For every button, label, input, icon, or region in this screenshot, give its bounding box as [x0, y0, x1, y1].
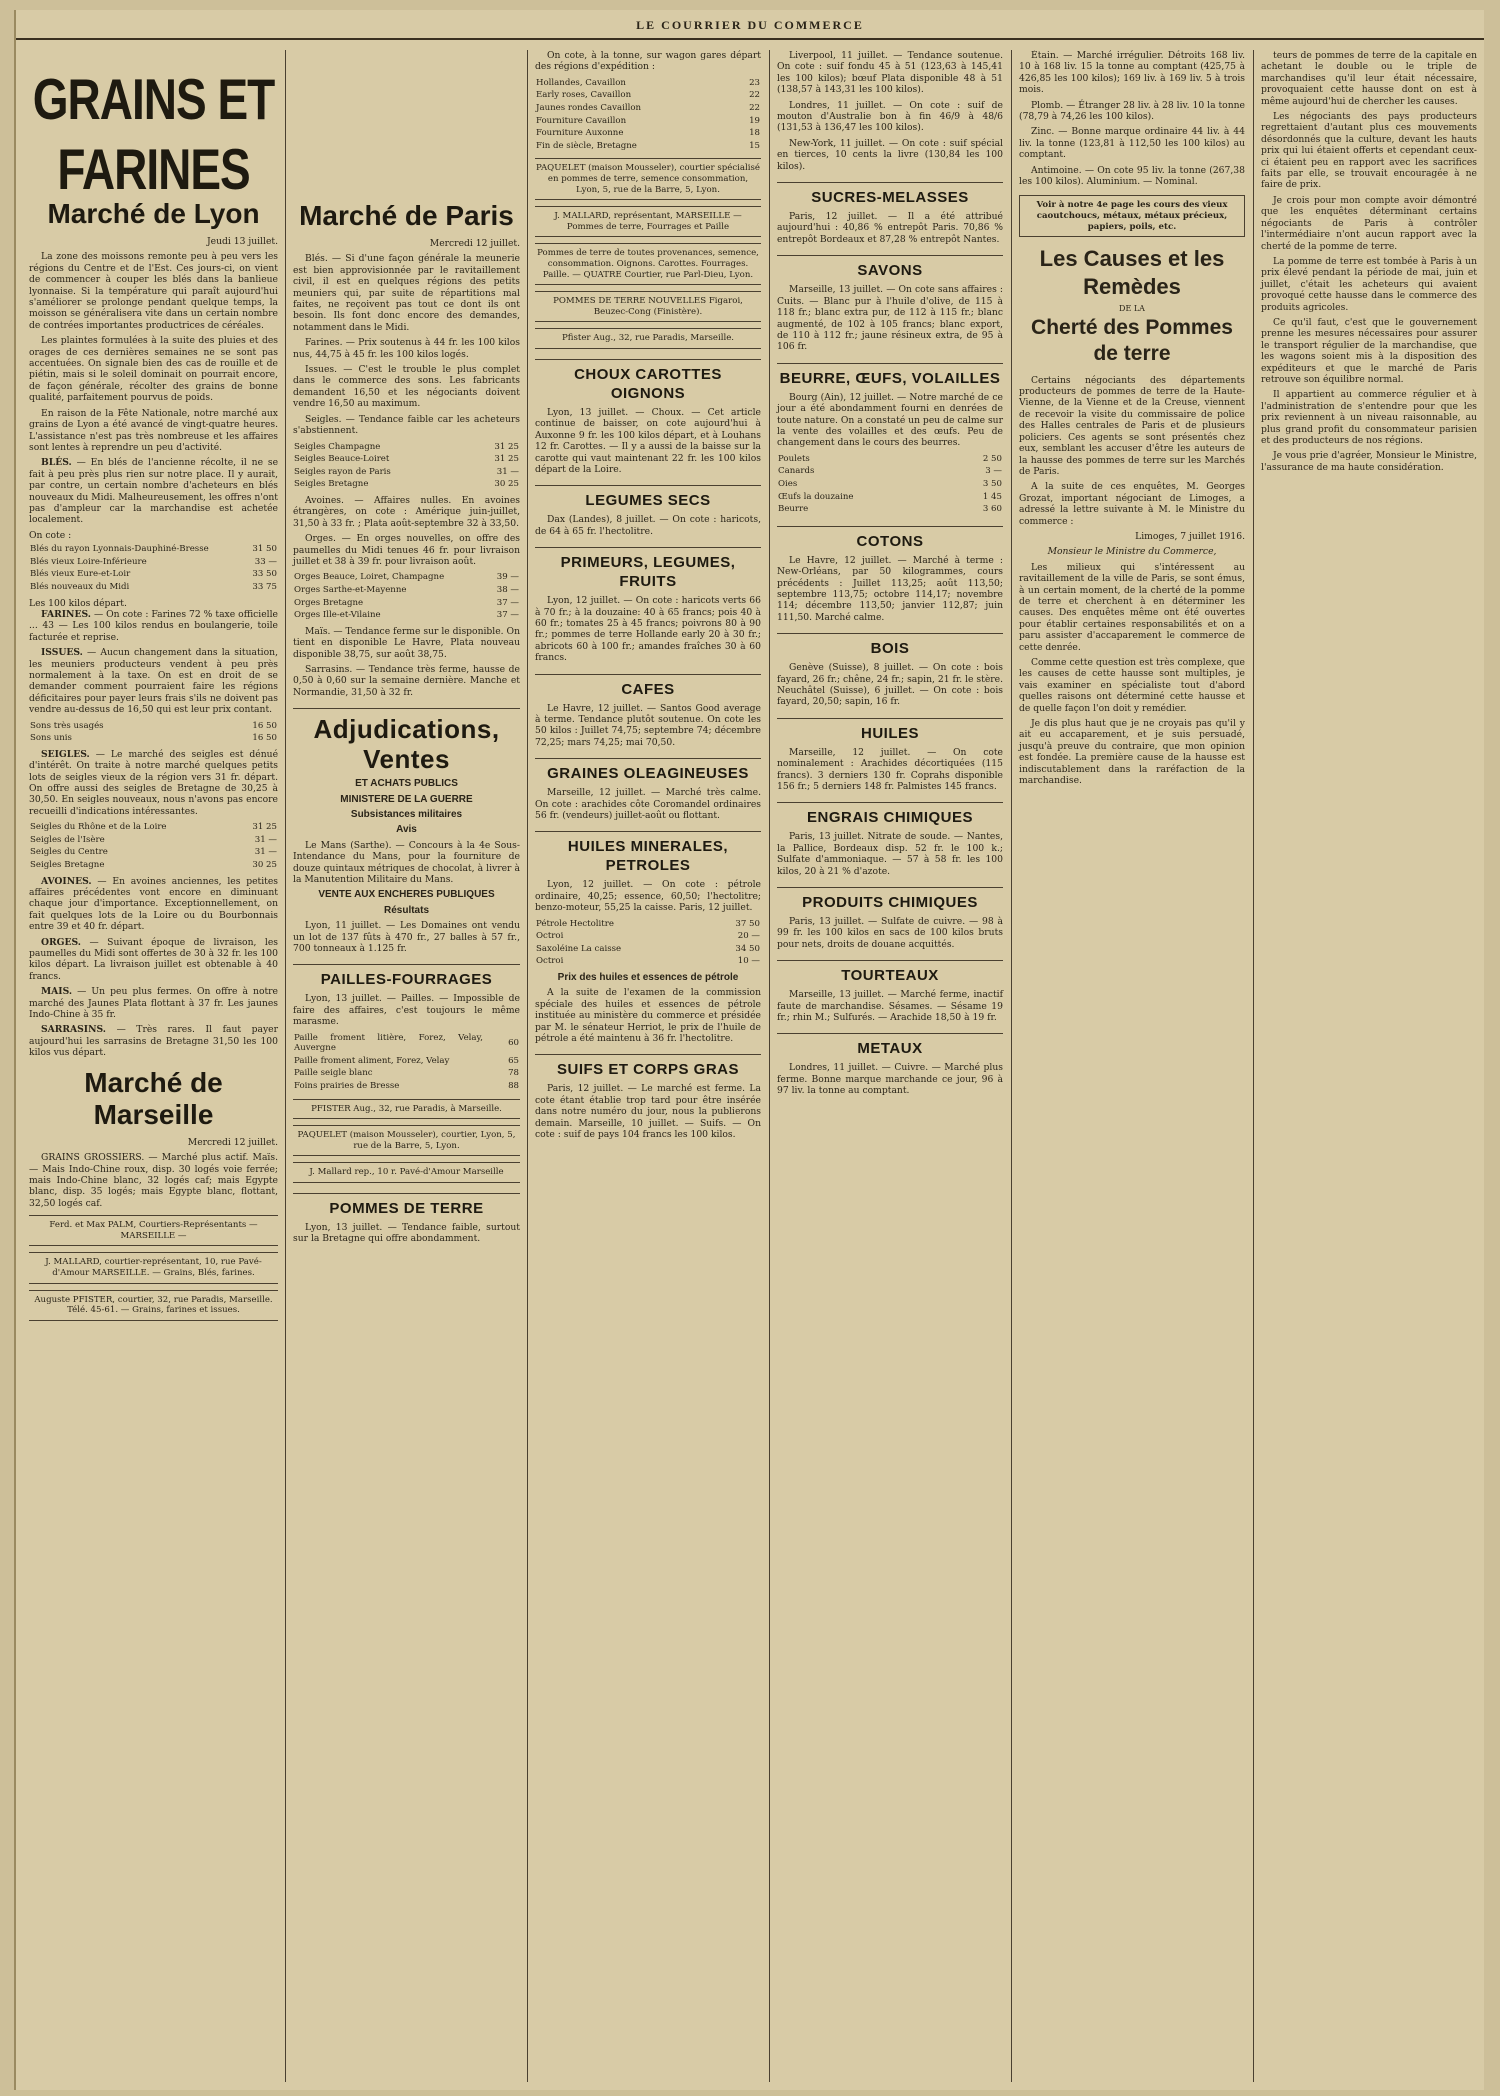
- mais-paragraph: [29, 986, 278, 1020]
- article-continued-7: Je vous prie d'agréer, Monsieur le Ministre, l'assurance de ma haute considération.: [1261, 450, 1477, 473]
- article-continued-3: Je crois pour mon compte avoir démontré que les enquêtes déterminant certains négociants de Paris à contrôler l'intermédiaire n'ont aucun rapport avec la cherté de la pomme de terre.: [1261, 194, 1477, 252]
- bles-text: — En blés de l'ancienne récolte, il ne se fait à peu près plus rien sur notre place. Il y aurait, par contre, un certain nombre d'acheteurs en blés nouveaux du Midi. Malheureusement, les offres n'ont pas d'ampleur car la marchandise est achetée localement.: [29, 457, 279, 526]
- metaux-text: Londres, 11 juillet. — Cuivre. — Marché plus ferme. Bonne marque marchande ce jour, 96 à 97 liv. la tonne au comptant.: [777, 1062, 1003, 1097]
- row-label: Sons très usagés: [30, 720, 104, 731]
- bles-note: Les 100 kilos départ.: [29, 597, 127, 609]
- row-value: 39 —: [496, 572, 519, 583]
- engrais-title: ENGRAIS CHIMIQUES: [777, 802, 1003, 827]
- table-row: [293, 466, 520, 479]
- column-article-continued: [1256, 50, 1482, 2082]
- article-paragraph-2: A la suite de ces enquêtes, M. Georges Grozat, important négociant de Limoges, a adressé la lettre suivante à M. le Ministre du commerce :: [1019, 481, 1245, 527]
- lyon-date: Jeudi 13 juillet.: [206, 236, 278, 247]
- issues-label: ISSUES.: [41, 647, 83, 659]
- row-label: Blés vieux Loire-Inférieure: [30, 556, 147, 567]
- subsistances-heading: Subsistances militaires: [350, 808, 463, 820]
- table-row: [293, 571, 520, 584]
- primeurs-text: Lyon, 12 juillet. — On cote : haricots verts 66 à 70 fr.; à la douzaine: 40 à 65 francs; pois 40 à 60 fr.; tomates 25 à 45 francs; poivrons 80 à 90 fr.; pommes de terre Hollande early 20 à 30 fr.; abricots 60 à 100 fr.; amandes fraîches 30 à 60 francs.: [535, 595, 761, 664]
- seigles-label: SEIGLES.: [41, 748, 90, 760]
- row-label: Seigles de l'Isère: [30, 834, 105, 845]
- liverpool-text: Liverpool, 11 juillet. — Tendance soutenue. On cote : suif fondu 45 à 51 (123,63 à 145,41 les 100 kilos); bœuf Plata disponible 48 à 51 (138,57 à 143,31 les 100 kilos).: [777, 50, 1003, 96]
- row-value: 31 25: [494, 441, 519, 452]
- table-row: [293, 441, 520, 454]
- row-value: 78: [508, 1068, 519, 1079]
- pailles-title: PAILLES-FOURRAGES: [293, 964, 520, 989]
- row-value: 18: [749, 128, 760, 139]
- avis-text: Le Mans (Sarthe). — Concours à la 4e Sous-Intendance du Mans, pour la fourniture de douze quintaux métriques de chocolat, à livrer à la Manutention Militaire du Mans.: [293, 839, 520, 885]
- row-value: 22: [749, 90, 760, 101]
- zinc-text: Zinc. — Bonne marque ordinaire 44 liv. à 44 liv. la tonne (123,81 à 112,50 les 100 kilos) au comptant.: [1019, 126, 1245, 161]
- legumes-secs-title: LEGUMES SECS: [535, 485, 761, 510]
- article-paragraph-5: Je dis plus haut que je ne croyais pas qu'il y ait eu accaparement, et je suis persuadé, jusqu'à preuve du contraire, que mon opinion est fondée. La première cause de la hausse est indiscutablement dans la raréfaction de la marchandise.: [1019, 718, 1245, 787]
- column-paris-adjudications: [288, 50, 525, 2082]
- avoines-text: — En avoines anciennes, les petites affaires précédentes vont encore en diminuant chaque jour d'importance. Exceptionnellement, on fait quelques lots de la Loire ou du Bourbonnais entre 39 et 40 fr. départ.: [29, 875, 279, 933]
- article-date: Limoges, 7 juillet 1916.: [1135, 530, 1245, 542]
- row-value: 37 —: [496, 597, 519, 608]
- table-row: [29, 834, 278, 847]
- masthead: [16, 14, 1484, 40]
- pommes-cote-intro: On cote, à la tonne, sur wagon gares départ des régions d'expédition :: [535, 50, 761, 73]
- sucres-title: SUCRES-MELASSES: [777, 182, 1003, 207]
- table-row: [535, 77, 761, 90]
- lyon-resultats: Lyon, 11 juillet. — Les Domaines ont vendu un lot de 137 fûts à 470 fr., 27 balles à 57 fr., 700 tonneaux à 1.125 fr.: [293, 920, 520, 954]
- ad-paquelet: PAQUELET (maison Mousseler), courtier spécialisé en pommes de terre, semence consommation, Lyon, 5, rue de la Barre, 5, Lyon.: [535, 158, 761, 200]
- table-row: [535, 89, 761, 102]
- column-rule: [1253, 50, 1254, 2082]
- suifs-title: SUIFS ET CORPS GRAS: [535, 1054, 761, 1079]
- table-row: [29, 543, 278, 556]
- bles-cote: On cote :: [29, 529, 72, 541]
- column-sucres-metaux: [772, 50, 1008, 2082]
- table-row: [535, 102, 761, 115]
- lyon-market-title: Marché de Lyon: [47, 198, 260, 229]
- beurre-title: BEURRE, ŒUFS, VOLAILLES: [777, 363, 1003, 388]
- paris-seigles-table: [293, 441, 520, 491]
- row-value: 31 —: [254, 834, 277, 845]
- graines-title: GRAINES OLEAGINEUSES: [535, 758, 761, 783]
- orges-label: ORGES.: [41, 936, 81, 948]
- ad-figaroi: POMMES DE TERRE NOUVELLES Figaroi, Beuzec-Cong (Finistère).: [535, 291, 761, 322]
- article-continued-1: teurs de pommes de terre de la capitale en achetant le double ou le triple de marchandises qu'il leur était nécessaire, provoquaient cette hausse dont on est à même aujourd'hui de chercher les causes.: [1261, 50, 1477, 107]
- row-value: 16 50: [252, 733, 277, 744]
- row-value: 60: [508, 1037, 519, 1048]
- row-label: Sons unis: [30, 733, 72, 744]
- huiles-title: HUILES: [777, 718, 1003, 743]
- table-row: [535, 140, 761, 153]
- prix-huiles-text: A la suite de l'examen de la commission spéciale des huiles et essences de pétrole instituée au ministère du commerce et présidée par M. le sénateur Herriot, le prix de l'huile de pétrole a été maintenu à 36 fr. l'hectolitre.: [535, 987, 761, 1045]
- row-value: 23: [749, 77, 760, 88]
- cotons-text: Le Havre, 12 juillet. — Marché à terme : New-Orléans, par 50 kilogrammes, cours précédents : Juillet 113,25; août 113,50; septembre 113,75; octobre 114,17; novembre 114; décembre 113,50; janvier 112,87; juin 111,50. Marché calme.: [777, 554, 1003, 623]
- row-label: Seigles Bretagne: [30, 860, 105, 870]
- row-label: Orges Bretagne: [294, 597, 364, 608]
- ad-palm: Ferd. et Max PALM, Courtiers-Représentants — MARSEILLE —: [29, 1215, 278, 1246]
- encheres-heading: VENTE AUX ENCHERES PUBLIQUES: [318, 889, 495, 901]
- plomb-text: Plomb. — Étranger 28 liv. à 28 liv. 10 la tonne (78,79 à 74,26 les 100 kilos).: [1019, 99, 1245, 123]
- farines-text: — On cote : Farines 72 % taxe officielle ... 43 — Les 100 kilos rendus en boulangerie, toile facturée et reprise.: [29, 608, 278, 643]
- column-rule: [527, 50, 528, 2082]
- ad-quatre: Pommes de terre de toutes provenances, semence, consommation. Oignons. Carottes. Fourrages. Paille. — QUATRE Courtier, rue Parl-Dieu, Lyon.: [535, 243, 761, 285]
- pailles-text: Lyon, 13 juillet. — Pailles. — Impossible de faire des affaires, c'est toujours le même marasme.: [293, 993, 520, 1028]
- huiles-minerales-text: Lyon, 12 juillet. — On cote : pétrole ordinaire, 40,25; essence, 60,50; l'hectolitre; benzo-moteur, 55,25 la caisse. Paris, 12 juillet.: [535, 879, 761, 914]
- beurre-text: Bourg (Ain), 12 juillet. — Notre marché de ce jour a été abondamment fourni en denrées de toute nature. On a constaté un peu de calme sur la vente des volailles et des œufs. Peu de changement dans le cours des beurres.: [777, 391, 1003, 449]
- table-row: [293, 609, 520, 622]
- row-label: Saxoléine La caisse: [536, 943, 622, 954]
- row-value: 31 50: [252, 544, 277, 555]
- orges-text: — Suivant époque de livraison, les paumelles du Midi sont offertes de 30 à 32 fr. les 100 kilos départ. La livraison juillet est obtenable à 40 francs.: [29, 936, 279, 982]
- row-value: 10 —: [737, 956, 760, 967]
- sarrasins-label: SARRASINS.: [41, 1024, 106, 1036]
- beurre-table: [777, 453, 1003, 516]
- row-value: 37 —: [496, 610, 519, 621]
- avoines-label: AVOINES.: [41, 875, 92, 887]
- huiles-minerales-title: HUILES MINERALES, PETROLES: [535, 831, 761, 875]
- row-label: Octroi: [536, 931, 564, 942]
- cafes-title: CAFES: [535, 674, 761, 699]
- row-value: 3 60: [982, 504, 1002, 515]
- table-row: [29, 859, 278, 872]
- issues-paragraph: [29, 647, 278, 715]
- row-value: 15: [749, 140, 760, 151]
- row-value: 37 50: [735, 918, 760, 929]
- column-rule: [769, 50, 770, 2082]
- ad-pfister: Auguste PFISTER, courtier, 32, rue Paradis, Marseille. Télé. 45-61. — Grains, farines et issues.: [29, 1290, 278, 1321]
- table-row: [777, 465, 1003, 478]
- newyork-text: New-York, 11 juillet. — On cote : suif spécial en tierces, 10 cents la livre (130,84 les 100 kilos).: [777, 137, 1003, 172]
- table-row: [29, 581, 278, 594]
- row-label: Blés vieux Eure-et-Loir: [30, 569, 131, 580]
- row-value: 2 50: [982, 453, 1002, 464]
- cafes-text: Le Havre, 12 juillet. — Santos Good average à terme. Tendance plutôt soutenue. On cote les 50 kilos : Juillet 74,75; septembre 74; décembre 72,25; mars 74,25; mai 70,50.: [535, 702, 761, 748]
- row-value: 38 —: [496, 584, 519, 595]
- paris-issues: Issues. — C'est le trouble le plus complet dans le commerce des sons. Les fabricants demandent 16,50 et les négociants doivent vendre 16,50 au maximum.: [293, 364, 520, 410]
- row-value: 33 —: [254, 556, 277, 567]
- table-row: [29, 568, 278, 581]
- table-row: [535, 918, 761, 931]
- row-value: 30 25: [252, 860, 277, 870]
- article-continued-6: Il appartient au commerce régulier et à l'administration de s'entendre pour que les prix reviennent à un niveau raisonnable, au plus grand profit du consommateur parisien et des producteurs de nos régions.: [1261, 389, 1477, 446]
- headline-grains-farines: GRAINS ET FARINES: [32, 66, 275, 202]
- row-label: Foins prairies de Bresse: [294, 1081, 400, 1091]
- primeurs-title: PRIMEURS, LEGUMES, FRUITS: [535, 547, 761, 591]
- sarrasins-paragraph: [29, 1024, 278, 1058]
- table-row: [535, 955, 761, 968]
- table-row: [293, 1055, 520, 1068]
- table-row: [535, 115, 761, 128]
- seigles-table: [29, 821, 278, 871]
- row-value: 20 —: [737, 931, 760, 942]
- issues-text: — Aucun changement dans la situation, les meuniers producteurs vendent à peu près normalement à la taxe. On est en droit de se demander comment pourraient faire les régions déficitaires pour payer leurs frais s'ils ne doivent pas vendre au-dessus de 16,50 qui est leur prix contant.: [29, 647, 278, 716]
- adjudications-title: Adjudications, Ventes: [293, 708, 520, 774]
- row-label: Fin de siècle, Bretagne: [536, 140, 637, 151]
- paris-date: Mercredi 12 juillet.: [429, 238, 520, 249]
- londres-text: Londres, 11 juillet. — On cote : suif de mouton d'Australie bon à fin 46/9 à 48/6 (131,53 à 136,47 les 100 kilos).: [777, 99, 1003, 134]
- produits-chimiques-text: Paris, 13 juillet. — Sulfate de cuivre. — 98 à 99 fr. les 100 kilos en sacs de 100 kilos bruts pour nets, droits de douane acquittés.: [777, 916, 1003, 950]
- row-value: 65: [508, 1055, 519, 1066]
- bles-label: BLÉS.: [41, 457, 72, 469]
- metaux-title: METAUX: [777, 1033, 1003, 1058]
- column-legumes-huiles: [530, 50, 766, 2082]
- row-value: 33 50: [252, 569, 277, 580]
- column-grains-lyon: [24, 50, 283, 2082]
- article-continued-2: Les négociants des pays producteurs regrettaient d'autant plus ces mouvements désordonnés que la culture, devant les hauts prix qui lui étaient offerts et cependant ceux-ci étaient peu en rapport avec les sacrifices faits par elle, se trouvait encouragée à ne faire de prix.: [1261, 111, 1477, 191]
- row-value: 88: [508, 1081, 519, 1091]
- avis-heading: Avis: [396, 824, 417, 836]
- bois-title: BOIS: [777, 633, 1003, 658]
- huiles-text: Marseille, 12 juillet. — On cote nominalement : Arachides décortiquées (115 francs). 3 derniers 130 fr. Coprahs disponible 156 fr.; 5 derniers 148 fr. Palmistes 145 francs.: [777, 746, 1003, 792]
- table-row: [293, 1067, 520, 1080]
- row-label: Oies: [778, 478, 798, 489]
- paris-farines: Farines. — Prix soutenus à 44 fr. les 100 kilos nus, 44,75 à 45 fr. les 100 kilos logés.: [293, 337, 520, 360]
- paris-sarrasins: Sarrasins. — Tendance très ferme, hausse de 0,50 à 0,60 sur la semaine dernière. Manche et Normandie, 31,50 à 32 fr.: [293, 663, 520, 698]
- row-label: Œufs la douzaine: [778, 491, 854, 502]
- table-row: [293, 1080, 520, 1093]
- seigles-paragraph: [29, 749, 278, 817]
- bles-paragraph: [29, 457, 278, 525]
- resultats-heading: Résultats: [383, 904, 429, 916]
- newspaper-page: [14, 10, 1484, 2090]
- choux-text: Lyon, 13 juillet. — Choux. — Cet article continue de baisser, on cote aujourd'hui à Auxonne 9 fr. les 100 kilos départ, et à Louhans 12 fr. Carottes. — Il y a aussi de la baisse sur la carotte qui vaut maintenant 22 fr. les 100 kilos départ de la Loire.: [535, 406, 761, 475]
- article-paragraph-3: Les milieux qui s'intéressent au ravitaillement de la ville de Paris, se sont émus, à un certain moment, de la cherté de la pomme de terre et cherchent à en déterminer les causes. Des enquêtes même ont été ouvertes pour établir certaines responsabilités et on a paru assister d'accaparement le commerce de cette denrée.: [1019, 561, 1245, 653]
- column-rule: [1011, 50, 1012, 2082]
- row-value: 1 45: [982, 491, 1002, 502]
- row-label: Early roses, Cavaillon: [536, 90, 632, 101]
- sucres-text: Paris, 12 juillet. — Il a été attribué aujourd'hui : 40,86 % entrepôt Paris. 70,86 % entrepôt Bordeaux et 87,28 % entrepôt Nantes.: [777, 211, 1003, 245]
- row-label: Paille seigle blanc: [294, 1068, 373, 1079]
- table-row: [293, 584, 520, 597]
- row-label: Fourniture Cavaillon: [536, 115, 627, 126]
- article-continued-5: Ce qu'il faut, c'est que le gouvernement prenne les mesures nécessaires pour assurer le transport régulier de la marchandise, que les wagons soient mis à la disposition des expéditeurs et que le marché de Paris retrouve son équilibre normal.: [1261, 316, 1477, 385]
- farines-paragraph: [29, 609, 278, 643]
- row-label: Seigles du Centre: [30, 847, 108, 858]
- table-row: [535, 127, 761, 140]
- table-row: [293, 478, 520, 491]
- lyon-paragraph-2: Les plaintes formulées à la suite des pluies et des orages de ces dernières semaines ne se sont pas accentuées. On signale bien des cas de rouille et de piétin, mais si le soleil dominait on pourrait encore, de façon générale, récolter des grains de bonne qualité, parfaitement pourvus de poids.: [29, 335, 278, 404]
- petrole-table: [535, 918, 761, 968]
- tourteaux-text: Marseille, 13 juillet. — Marché ferme, inactif faute de marchandise. Sésames. — Sésame 19 fr.; rhin M.; Sulfurés. — Arachide 18,50 à 19 fr.: [777, 989, 1003, 1024]
- masthead-title: LE COURRIER DU COMMERCE: [636, 18, 864, 32]
- row-label: Paille froment aliment, Forez, Velay: [294, 1055, 450, 1066]
- table-row: [29, 732, 278, 745]
- table-row: [293, 1032, 520, 1055]
- table-row: [29, 720, 278, 733]
- table-row: [777, 503, 1003, 516]
- row-label: Jaunes rondes Cavaillon: [536, 103, 642, 113]
- table-row: [535, 930, 761, 943]
- etain-text: Étain. — Marché irrégulier. Détroits 168 liv. 10 à 168 liv. 15 la tonne au comptant (425,75 à 426,85 les 100 kilos); 169 liv. à 169 liv. 5 à trois mois.: [1019, 50, 1245, 96]
- row-value: 31 25: [494, 454, 519, 465]
- row-label: Orges Beauce, Loiret, Champagne: [294, 572, 445, 583]
- row-value: 30 25: [494, 479, 519, 490]
- table-row: [29, 846, 278, 859]
- pailles-table: [293, 1032, 520, 1093]
- article-continued-4: La pomme de terre est tombée à Paris à un prix élevé pendant la période de mai, juin et juillet, c'était les acheteurs qui avaient provoqué cette hausse dans le commerce des produits agricoles.: [1261, 255, 1477, 313]
- bles-table: [29, 543, 278, 593]
- legumes-secs-text: Dax (Landes), 8 juillet. — On cote : haricots, de 64 à 65 fr. l'hectolitre.: [535, 514, 761, 537]
- row-value: 31 25: [252, 822, 277, 833]
- de-la-text: DE LA: [1119, 304, 1145, 314]
- row-label: Canards: [778, 466, 815, 477]
- cherte-title: Cherté des Pommes de terre: [1031, 315, 1233, 365]
- row-label: Orges Sarthe-et-Mayenne: [294, 584, 407, 595]
- farines-label: FARINES.: [41, 608, 91, 620]
- antimoine-text: Antimoine. — On cote 95 liv. la tonne (267,38 les 100 kilos). Aluminium. — Nominal.: [1019, 164, 1245, 188]
- row-label: Seigles rayon de Paris: [294, 466, 391, 477]
- row-value: 33 75: [252, 581, 277, 592]
- ad-pfister: Pfister Aug., 32, rue Paradis, Marseille.: [535, 328, 761, 349]
- paris-market-title: Marché de Paris: [299, 200, 514, 231]
- row-value: 19: [749, 115, 760, 126]
- article-paragraph-1: Certains négociants des départements producteurs de pommes de terre de la Haute-Vienne, de la Vienne et de la Creuse, viennent de recevoir la visite du commissaire de police des Halles centrales de Paris et de plusieurs policiers. Ces agents se sont présentés chez eux, semblant les accuser d'être les auteurs de la hausse des pommes de terre sur les Marchés de Paris.: [1019, 374, 1245, 477]
- row-value: 3 50: [982, 478, 1002, 489]
- orges-paragraph: [29, 937, 278, 983]
- row-label: Beurre: [778, 504, 809, 515]
- table-row: [293, 453, 520, 466]
- pommes-text: Lyon, 13 juillet. — Tendance faible, surtout sur la Bretagne qui offre abondamment.: [293, 1221, 520, 1245]
- savons-title: SAVONS: [777, 255, 1003, 280]
- row-label: Blés nouveaux du Midi: [30, 581, 130, 592]
- paris-seigles: Seigles. — Tendance faible car les acheteurs s'abstiennent.: [293, 413, 520, 437]
- row-label: Seigles du Rhône et de la Loire: [30, 822, 167, 833]
- row-label: Seigles Beauce-Loiret: [294, 454, 390, 465]
- article-paragraph-4: Comme cette question est très complexe, que les causes de cette hausse sont multiples, je vais examiner en spécialiste tout d'abord quelles raisons ont déterminé cette hausse et de quelle façon l'on doit y remédier.: [1019, 657, 1245, 714]
- row-value: 34 50: [735, 943, 760, 954]
- seigles-text: — Le marché des seigles est dénué d'intérêt. On traite à notre marché quelques petits lots de seigles vieux de la région vers 31 fr. départ. On offre aussi des seigles de Bretagne de 30,25 à 30,50. En seigles nouveaux, nous n'avons pas encore recueilli d'indications intéressantes.: [29, 748, 279, 817]
- engrais-text: Paris, 13 juillet. Nitrate de soude. — Nantes, la Pallice, Bordeaux disp. 52 fr. le 100 k.; Sulfate d'ammoniaque. — 57 à 58 fr. les 100 kilos, 20 à 21 % d'azote.: [777, 831, 1003, 877]
- adjudications-subtitle: ET ACHATS PUBLICS: [355, 778, 458, 790]
- table-row: [777, 491, 1003, 504]
- salutation: Monsieur le Ministre du Commerce,: [1047, 546, 1217, 558]
- paris-avoines: Avoines. — Affaires nulles. En avoines étrangères, on cote : Amérique juin-juillet, 31,50 à 33 fr. ; Plata août-septembre 32 à 33,50.: [293, 494, 520, 529]
- prix-huiles-title: Prix des huiles et essences de pétrole: [557, 972, 739, 984]
- row-label: Seigles Bretagne: [294, 479, 369, 490]
- row-label: Octroi: [536, 956, 564, 967]
- suifs-text: Paris, 12 juillet. — Le marché est ferme. La cote étant établie trop tard pour être insérée dans notre numéro du jour, nous la publierons demain. Marseille, 10 juillet. — Suifs. — On cote : suif de pays 104 francs les 100 kilos.: [535, 1083, 761, 1141]
- table-row: [535, 943, 761, 956]
- tourteaux-title: TOURTEAUX: [777, 960, 1003, 985]
- row-value: 31 —: [496, 466, 519, 477]
- marseille-market-title: Marché de Marseille: [84, 1066, 223, 1130]
- row-label: Fourniture Auxonne: [536, 128, 624, 139]
- marseille-date: Mercredi 12 juillet.: [187, 1136, 278, 1148]
- table-row: [293, 597, 520, 610]
- savons-text: Marseille, 13 juillet. — On cote sans affaires : Cuits. — Blanc pur à l'huile d'olive, de 115 à 118 fr.; blanc extra pur, de 112 à 115 fr.; blanc augmenté, de 102 à 105 francs; blanc export, de 110 à 112 fr.; jaune résineux extra, de 95 à 106 fr.: [777, 284, 1003, 353]
- paris-orges-table: [293, 571, 520, 621]
- row-label: Pétrole Hectolitre: [536, 918, 614, 929]
- marseille-text: GRAINS GROSSIERS. — Marché plus actif. Maïs. — Mais Indo-Chine roux, disp. 30 logés voie ferrée; mais Indo-Chine blanc, 32 logés caf; mais Egypte blanc, disp. 35 logés; mais Egypte blanc, flottant, 32,50 logés caf.: [29, 1152, 278, 1209]
- column-rule: [285, 50, 286, 2082]
- pommes-title: POMMES DE TERRE: [293, 1193, 520, 1218]
- row-value: 16 50: [252, 720, 277, 731]
- ad-paquelet: PAQUELET (maison Mousseler), courtier, Lyon, 5, rue de la Barre, 5, Lyon.: [293, 1125, 520, 1156]
- avoines-paragraph: [29, 876, 278, 933]
- cotons-title: COTONS: [777, 526, 1003, 551]
- pommes-table: [535, 77, 761, 153]
- row-label: Seigles Champagne: [294, 441, 381, 452]
- ad-pfister: PFISTER Aug., 32, rue Paradis, à Marseille.: [293, 1099, 520, 1120]
- table-row: [777, 478, 1003, 491]
- row-label: Hollandes, Cavaillon: [536, 77, 626, 88]
- row-label: Blés du rayon Lyonnais-Dauphiné-Bresse: [30, 544, 209, 555]
- row-label: Poulets: [778, 453, 810, 464]
- table-row: [29, 821, 278, 834]
- paris-bles: Blés. — Si d'une façon générale la meunerie est bien approvisionnée par le ravitaillement civil, il est en quelques régions des petits meuniers qui, par suite de répartitions mal faites, ne reçoivent pas tout ce dont ils ont besoin. Ils font donc encore des demandes, notamment dans le Midi.: [293, 253, 520, 333]
- paris-mais: Maïs. — Tendance ferme sur le disponible. On tient en disponible Le Havre, Plata nouveau disponible 38,75, sur août 38,75.: [293, 625, 520, 660]
- graines-text: Marseille, 12 juillet. — Marché très calme. On cote : arachides côte Coromandel ordinaires 56 fr. (vendeurs) juillet-août ou flottant.: [535, 787, 761, 822]
- ad-mallard: J. MALLARD, représentant, MARSEILLE — Pommes de terre, Fourrages et Paille: [535, 206, 761, 237]
- produits-chimiques-title: PRODUITS CHIMIQUES: [777, 887, 1003, 912]
- lyon-intro: La zone des moissons remonte peu à peu vers les régions du Centre et de l'Est. Ces jours-ci, on vient de commencer à couper les blés dans la banlieue lyonnaise. Si la température qui paraît aujourd'hui s'améliorer se prolonge pendant quelque temps, la moisson se généralisera vite dans un certain nombre de contrées importantes productrices de céréales.: [29, 251, 278, 331]
- row-value: 3 —: [985, 466, 1002, 477]
- lyon-paragraph-3: En raison de la Fête Nationale, notre marché aux grains de Lyon a été avancé de vingt-quatre heures. L'assistance n'est pas très nombreuse et les affaires sont lentes à reprendre un peu d'activité.: [29, 407, 278, 453]
- table-row: [777, 453, 1003, 466]
- mais-text: — Un peu plus fermes. On offre à notre marché des Jaunes Plata flottant à 37 fr. Les jaunes Indo-Chine à 35 fr.: [29, 986, 278, 1021]
- table-row: [29, 556, 278, 569]
- ad-mallard: J. MALLARD, courtier-représentant, 10, rue Pavé-d'Amour MARSEILLE. — Grains, Blés, farines.: [29, 1252, 278, 1283]
- choux-title: CHOUX CAROTTES OIGNONS: [535, 359, 761, 403]
- notice-box: Voir à notre 4e page les cours des vieux caoutchoucs, métaux, métaux précieux, papiers, poils, etc.: [1019, 195, 1245, 237]
- row-label: Paille froment litière, Forez, Velay, Auvergne: [294, 1032, 483, 1054]
- row-value: 31 —: [254, 847, 277, 858]
- issues-table: [29, 720, 278, 745]
- row-value: 22: [749, 103, 760, 113]
- bois-text: Genève (Suisse), 8 juillet. — On cote : bois fayard, 26 fr.; chêne, 24 fr.; sapin, 21 fr. le stère. Neuchâtel (Suisse), 6 juillet. — On cote : bois fayard, 20,50; sapin, 16 fr.: [777, 662, 1003, 708]
- mais-label: MAIS.: [41, 986, 73, 998]
- ministere-heading: MINISTERE DE LA GUERRE: [340, 793, 473, 805]
- paris-orges: Orges. — En orges nouvelles, on offre des paumelles du Midi tenues 46 fr. pour livraison juillet et 38 à 39 fr. pour livraison août.: [293, 533, 520, 567]
- row-label: Orges Ille-et-Vilaine: [294, 610, 381, 621]
- causes-remedes-title: Les Causes et les Remèdes: [1039, 246, 1225, 300]
- sarrasins-text: — Très rares. Il faut payer aujourd'hui les sarrasins de Bretagne 31,50 les 100 kilos vus départ.: [29, 1024, 278, 1059]
- ad-mallard: J. Mallard rep., 10 r. Pavé-d'Amour Marseille: [293, 1162, 520, 1183]
- column-causes-remedes: [1014, 50, 1250, 2082]
